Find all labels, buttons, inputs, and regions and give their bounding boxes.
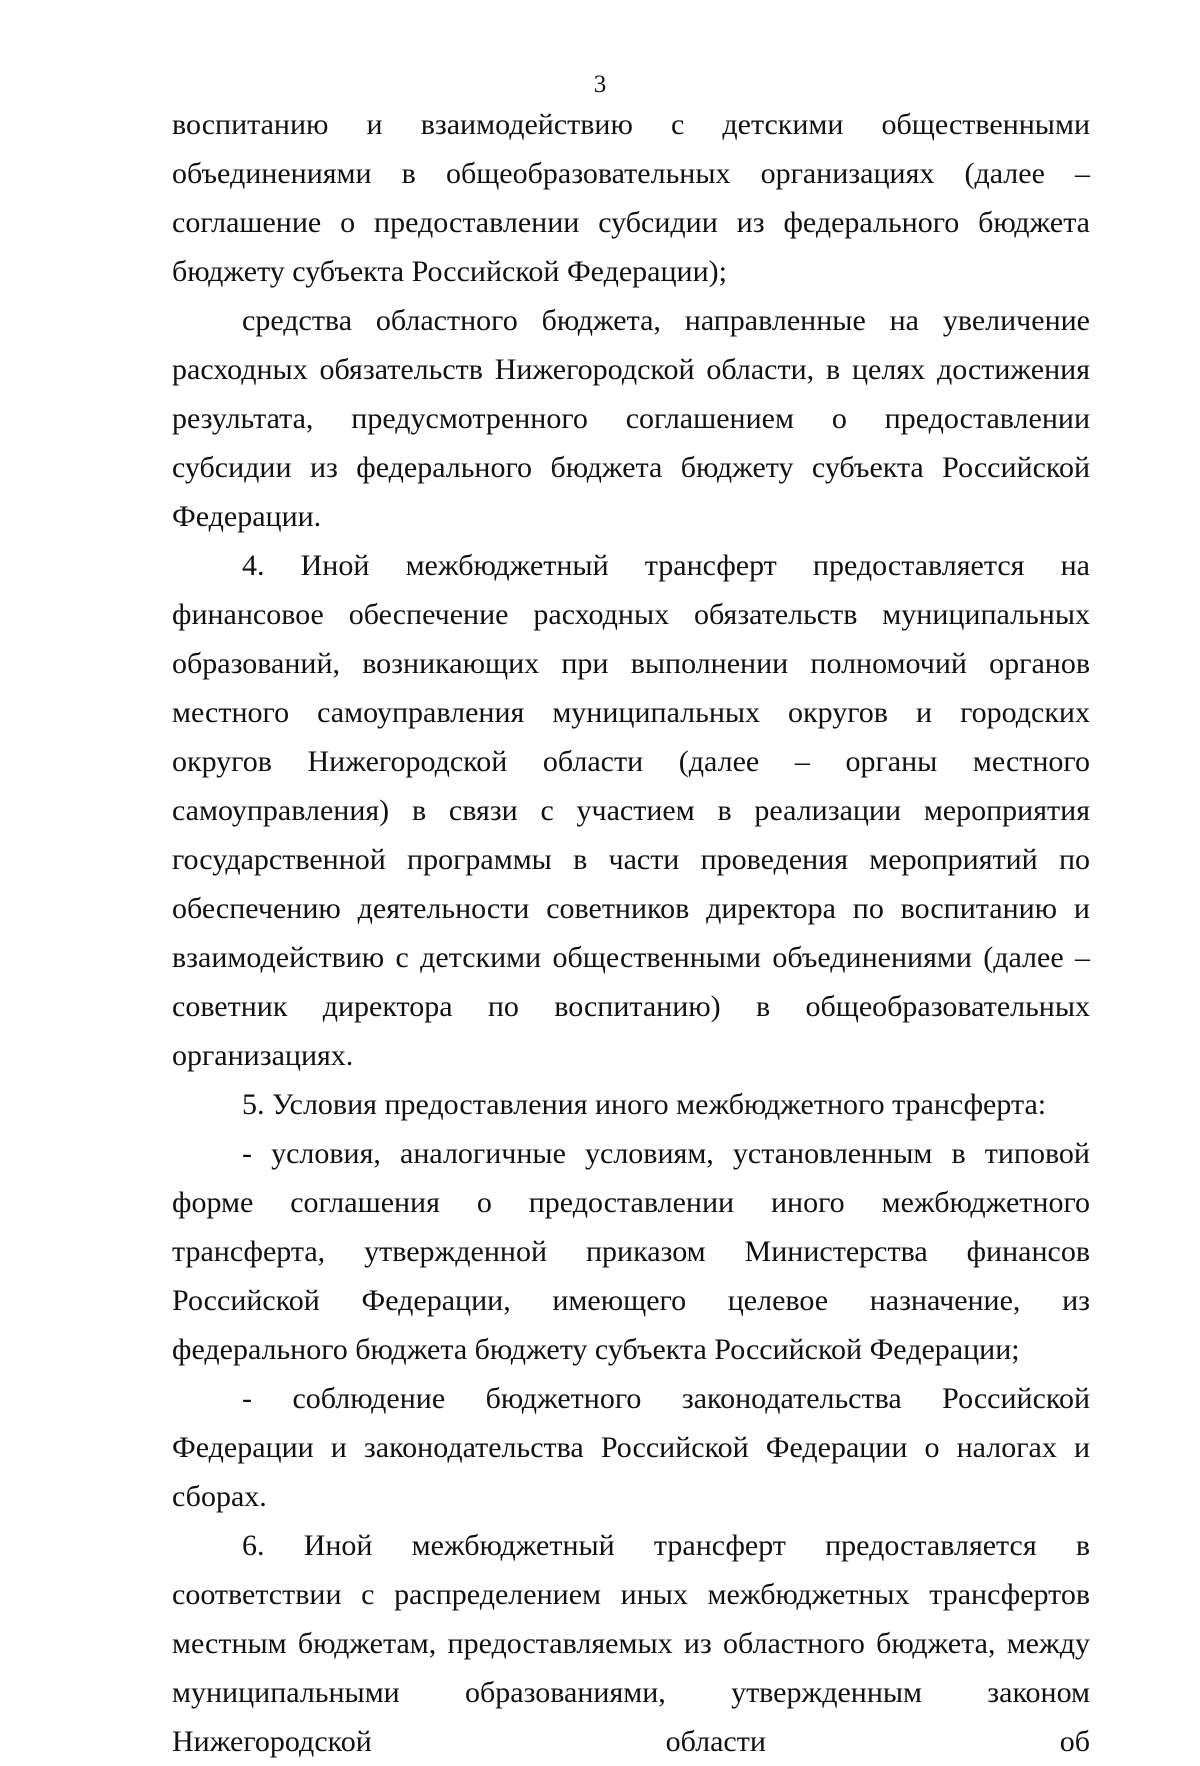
paragraph-item-5: 5. Условия предоставления иного межбюджетного трансферта: [242,1088,1047,1121]
paragraph-item-6: 6. Иной межбюджетный трансферт предоставляется в соответствии с распределением иных межбюджетных трансфертов местным бюджетам, предоставляемых из областного бюджета, между муниципальными образованиями, утвержденным законом Нижегородской области об [172,1529,1090,1758]
paragraph-regional-funds: средства областного бюджета, направленные на увеличение расходных обязательств Нижегородской области, в целях достижения результата, предусмотренного соглашением о предоставлении субсидии из федерального бюджета бюджету субъекта Российской Федерации. [172,304,1090,533]
paragraph-condition-1: - условия, аналогичные условиям, установленным в типовой форме соглашения о предоставлении иного межбюджетного трансферта, утвержденной приказом Министерства финансов Российской Федерации, имеющего целевое назначение, из федерального бюджета бюджету субъекта Российской Федерации; [172,1137,1090,1366]
paragraph-item-4: 4. Иной межбюджетный трансферт предоставляется на финансовое обеспечение расходных обязательств муниципальных образований, возникающих при выполнении полномочий органов местного самоуправления муниципальных округов и городских округов Нижегородской области (далее – органы местного самоуправления) в связи с участием в реализации мероприятия государственной программы в части проведения мероприятий по обеспечению деятельности советников директора по воспитанию и взаимодействию с детскими общественными объединениями (далее – советник директора по воспитанию) в общеобразовательных организациях. [172,549,1090,1072]
page-number: 3 [593,71,607,98]
paragraph-continued: воспитанию и взаимодействию с детскими общественными объединениями в общеобразовательных организациях (далее – соглашение о предоставлении субсидии из федерального бюджета бюджету субъекта Российской Федерации); [172,108,1090,288]
paragraph-condition-2: - соблюдение бюджетного законодательства Российской Федерации и законодательства Российской Федерации о налогах и сборах. [172,1382,1090,1513]
document-body [172,100,1090,1766]
